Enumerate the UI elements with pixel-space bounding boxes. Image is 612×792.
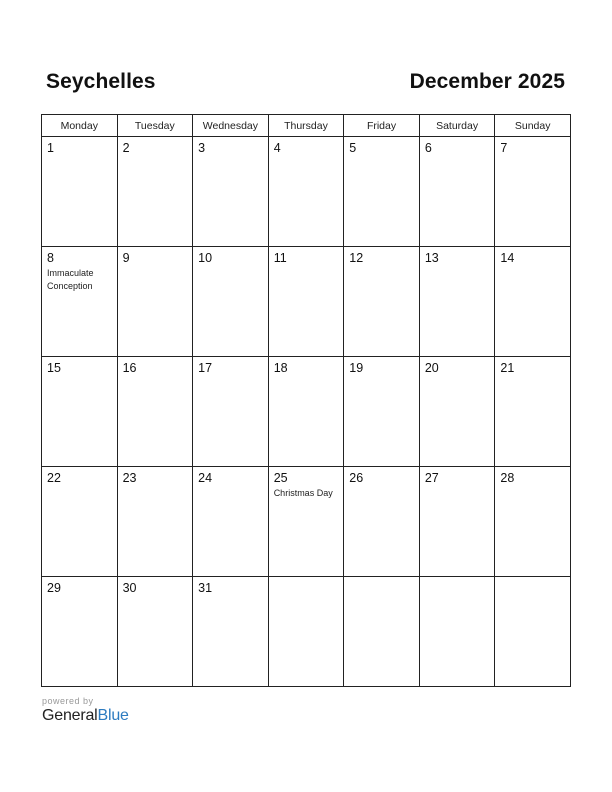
day-cell (193, 577, 269, 687)
holiday-label: Immaculate Conception (47, 268, 94, 291)
holiday-label (420, 581, 495, 583)
day-number: 7 (500, 141, 508, 155)
weekday-header: Sunday (495, 115, 571, 137)
week-row (42, 467, 571, 577)
holiday-label (118, 485, 193, 487)
day-cell (268, 137, 344, 247)
holiday-label (193, 265, 268, 267)
holiday-label (495, 265, 570, 267)
day-cell (419, 467, 495, 577)
day-cell (419, 137, 495, 247)
brand-blue-text: Blue (97, 707, 129, 724)
holiday-label (193, 155, 268, 157)
holiday-label (269, 155, 344, 157)
day-cell (193, 137, 269, 247)
weekday-header: Friday (344, 115, 420, 137)
month-title: December 2025 (409, 70, 565, 93)
day-cell (495, 357, 571, 467)
day-number: 15 (47, 361, 61, 375)
weekday-header: Saturday (419, 115, 495, 137)
holiday-label (42, 375, 117, 377)
day-cell (117, 467, 193, 577)
day-number: 22 (47, 471, 61, 485)
day-cell-empty (495, 577, 571, 687)
generalblue-logo[interactable] (42, 707, 129, 725)
calendar-grid (41, 114, 571, 687)
day-number: 3 (198, 141, 206, 155)
day-cell (419, 357, 495, 467)
holiday-label: Christmas Day (273, 488, 333, 498)
day-number: 14 (500, 251, 515, 265)
holiday-label (420, 485, 495, 487)
day-number: 4 (273, 141, 281, 155)
day-cell (419, 247, 495, 357)
day-cell (193, 247, 269, 357)
day-number: 17 (198, 361, 213, 375)
day-cell (117, 137, 193, 247)
day-number: 8 (47, 251, 54, 265)
holiday-label (420, 155, 495, 157)
holiday-label (420, 375, 495, 377)
day-cell (42, 577, 118, 687)
weekday-header: Wednesday (193, 115, 269, 137)
holiday-label (193, 375, 268, 377)
day-number: 23 (122, 471, 137, 485)
day-number: 28 (500, 471, 515, 485)
week-row (42, 357, 571, 467)
day-number: 6 (424, 141, 432, 155)
day-cell (117, 577, 193, 687)
day-cell (193, 357, 269, 467)
holiday-label (42, 595, 117, 597)
day-cell (495, 137, 571, 247)
day-number: 5 (349, 141, 357, 155)
day-number: 30 (122, 581, 137, 595)
holiday-label (42, 155, 117, 157)
weekday-header: Monday (42, 115, 118, 137)
day-cell (42, 467, 118, 577)
day-number: 27 (424, 471, 439, 485)
day-number: 1 (47, 141, 54, 155)
day-cell (344, 467, 420, 577)
day-number: 29 (47, 581, 61, 595)
day-number: 10 (198, 251, 213, 265)
holiday-label (344, 485, 419, 487)
week-row (42, 137, 571, 247)
day-cell (495, 467, 571, 577)
country-title: Seychelles (46, 70, 156, 93)
day-cell (344, 247, 420, 357)
holiday-label (269, 581, 344, 583)
day-number: 26 (349, 471, 364, 485)
day-number: 11 (273, 251, 287, 265)
holiday-label (269, 265, 344, 267)
day-cell (193, 467, 269, 577)
holiday-label (118, 375, 193, 377)
day-number: 24 (198, 471, 213, 485)
holiday-label (344, 375, 419, 377)
holiday-label (495, 581, 570, 583)
week-row (42, 247, 571, 357)
holiday-label (118, 595, 193, 597)
day-number: 18 (273, 361, 288, 375)
day-cell (42, 247, 118, 357)
holiday-label (495, 155, 570, 157)
day-cell (117, 247, 193, 357)
day-cell-empty (344, 577, 420, 687)
weekday-header-row (42, 115, 571, 137)
day-cell (344, 357, 420, 467)
day-cell (42, 137, 118, 247)
day-cell (42, 357, 118, 467)
day-number: 16 (122, 361, 137, 375)
day-cell-empty (419, 577, 495, 687)
holiday-label (495, 485, 570, 487)
day-number: 25 (273, 471, 288, 485)
holiday-label (193, 595, 268, 597)
day-number: 9 (122, 251, 130, 265)
day-number: 2 (122, 141, 130, 155)
week-row (42, 577, 571, 687)
holiday-label (193, 485, 268, 487)
day-cell (495, 247, 571, 357)
day-number: 31 (198, 581, 213, 595)
holiday-label (420, 265, 495, 267)
day-number: 12 (349, 251, 364, 265)
holiday-label (118, 265, 193, 267)
day-number: 19 (349, 361, 364, 375)
holiday-label (344, 581, 419, 583)
holiday-label (495, 375, 570, 377)
day-cell-empty (268, 577, 344, 687)
day-number: 21 (500, 361, 515, 375)
powered-by-text: powered by (42, 696, 94, 706)
holiday-label (344, 155, 419, 157)
day-cell (268, 467, 344, 577)
weekday-header: Tuesday (117, 115, 193, 137)
holiday-label (42, 485, 117, 487)
weekday-header: Thursday (268, 115, 344, 137)
day-number: 20 (424, 361, 439, 375)
day-cell (117, 357, 193, 467)
footer-branding (42, 696, 129, 725)
holiday-label (269, 375, 344, 377)
day-cell (268, 247, 344, 357)
day-number: 13 (424, 251, 439, 265)
day-cell (268, 357, 344, 467)
day-cell (344, 137, 420, 247)
holiday-label (344, 265, 419, 267)
holiday-label (118, 155, 193, 157)
brand-general-text: General (42, 707, 98, 724)
